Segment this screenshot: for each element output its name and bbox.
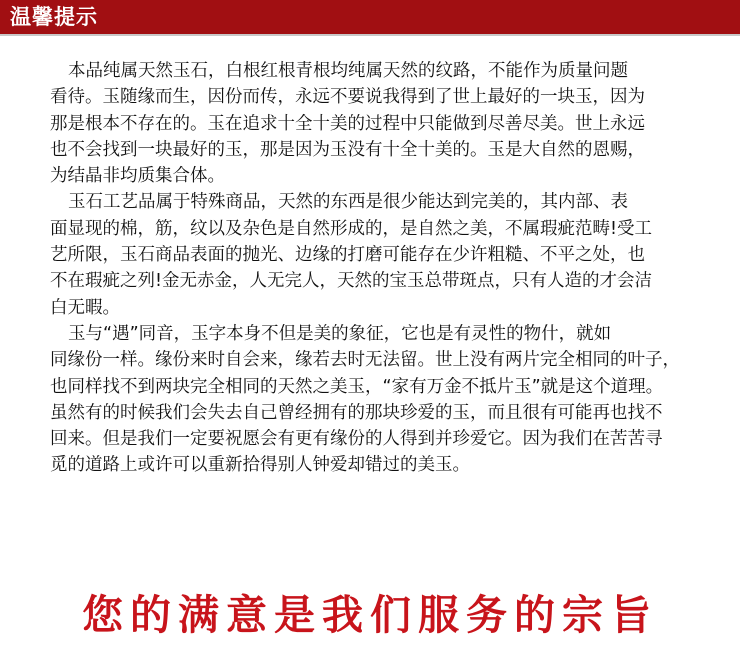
text-line: 也不会找到一块最好的玉，那是因为玉没有十全十美的。玉是大自然的恩赐，: [50, 139, 645, 160]
text-line: 也同样找不到两块完全相同的天然之美玉，“家有万金不抵片玉”就是这个道理。: [50, 376, 664, 397]
text-line: 艺所限，玉石商品表面的抛光、边缘的打磨可能存在少许粗糙、不平之处，也: [50, 245, 645, 266]
header-divider: [0, 34, 740, 36]
header-bar: [0, 0, 740, 34]
text-line: 面显现的棉，筋，纹以及杂色是自然形成的，是自然之美，不属瑕疵范畴!受工: [50, 218, 653, 239]
text-line: 同缘份一样。缘份来时自会来，缘若去时无法留。世上没有两片完全相同的叶子，: [50, 350, 680, 371]
text-line: 不在瑕疵之列!金无赤金，人无完人，天然的宝玉总带斑点，只有人造的才会洁: [50, 271, 653, 292]
text-line: 为结晶非均质集合体。: [50, 166, 225, 187]
slogan-banner: 您的满意是我们服务的宗旨: [82, 591, 658, 639]
text-line: 觅的道路上或许可以重新拾得别人钟爱却错过的美玉。: [50, 455, 470, 476]
text-line: 白无暇。: [50, 297, 120, 318]
text-line: 本品纯属天然玉石，白根红根青根均纯属天然的纹路，不能作为质量问题: [68, 61, 628, 81]
paragraph-jade-natural: [50, 58, 728, 189]
text-line: 玉石工艺品属于特殊商品，天然的东西是很少能达到完美的，其内部、表: [68, 192, 628, 213]
text-line: 那是根本不存在的。玉在追求十全十美的过程中只能做到尽善尽美。世上永远: [50, 113, 645, 134]
text-line: 玉与“遇”同音，玉字本身不但是美的象征，它也是有灵性的物什，就如: [68, 323, 612, 344]
text-line: 看待。玉随缘而生，因份而传，永远不要说我得到了世上最好的一块玉，因为: [50, 87, 645, 108]
text-line: 虽然有的时候我们会失去自己曾经拥有的那块珍爱的玉，而且很有可能再也找不: [50, 402, 663, 423]
text-line: 回来。但是我们一定要祝愿会有更有缘份的人得到并珍爱它。因为我们在苦苦寻: [50, 429, 663, 450]
paragraph-craft-product: [50, 189, 728, 320]
header-title: 温馨提示: [10, 5, 98, 29]
paragraph-jade-fate: [50, 321, 728, 479]
notice-body: [50, 58, 728, 479]
